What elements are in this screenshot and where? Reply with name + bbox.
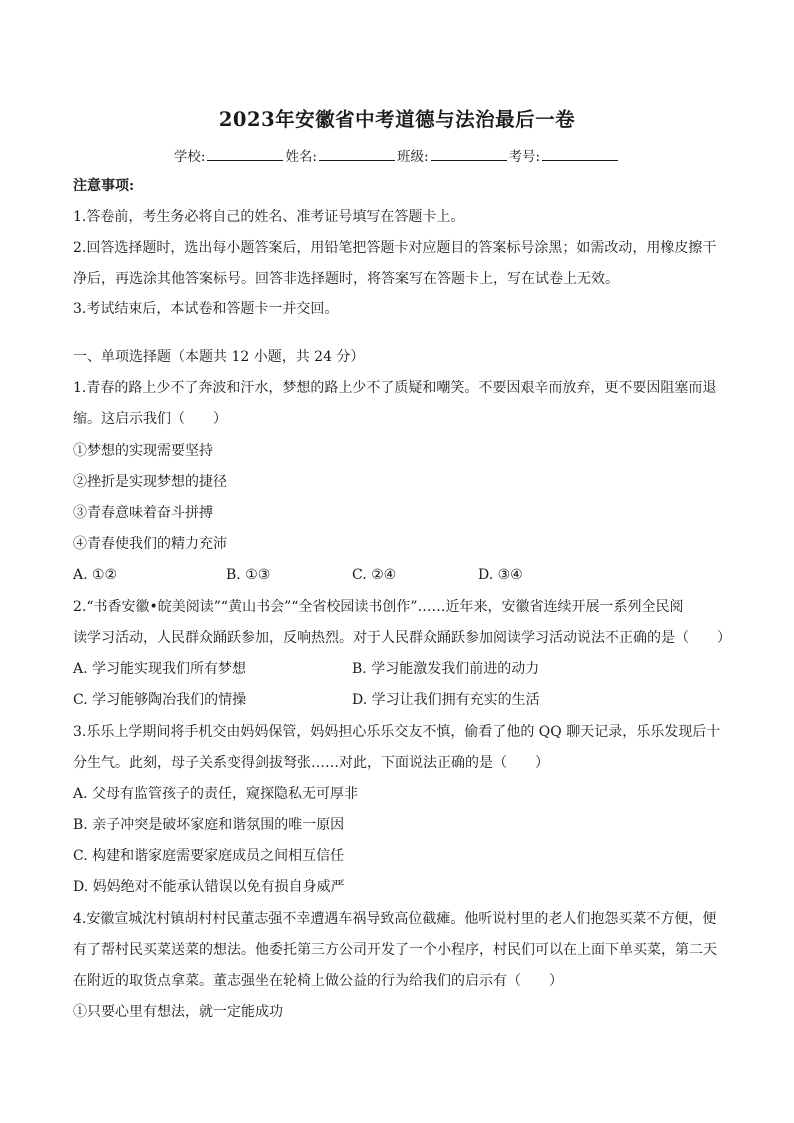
question-stem: 在附近的取货点拿菜。董志强坐在轮椅上做公益的行为给我们的启示有（ ） bbox=[73, 973, 563, 989]
school-label: 学校: bbox=[173, 149, 206, 165]
notice-item: 3.考试结束后，本试卷和答题卡一并交回。 bbox=[73, 301, 339, 317]
notice-item: 1.答卷前，考生务必将自己的姓名、准考证号填写在答题卡上。 bbox=[73, 209, 465, 225]
question-stem: 有了帮村民买菜送菜的想法。他委托第三方公司开发了一个小程序，村民们可以在上面下单买菜，第二天 bbox=[73, 942, 717, 958]
number-blank bbox=[542, 146, 618, 161]
option-b[interactable]: B. 亲子冲突是破坏家庭和谐氛围的唯一原因 bbox=[73, 817, 345, 833]
question-stem: 读学习活动，人民群众踊跃参加，反响热烈。对于人民群众踊跃参加阅读学习活动说法不正确的是（ ） bbox=[73, 630, 731, 646]
question-stem: 分生气。此刻，母子关系变得剑拔弩张……对此，下面说法正确的是（ ） bbox=[73, 755, 549, 771]
class-label: 班级: bbox=[397, 149, 429, 165]
option-c[interactable]: C. ②④ bbox=[352, 567, 397, 583]
statement: ①梦想的实现需要坚持 bbox=[73, 443, 213, 459]
option-b[interactable]: B. 学习能激发我们前进的动力 bbox=[352, 661, 540, 677]
option-d[interactable]: D. ③④ bbox=[478, 567, 523, 583]
question-stem: 3.乐乐上学期间将手机交由妈妈保管，妈妈担心乐乐交友不慎，偷看了他的 QQ 聊天记录，乐乐发现后十 bbox=[73, 724, 721, 740]
statement: ④青春使我们的精力充沛 bbox=[73, 536, 227, 552]
option-a[interactable]: A. 父母有监管孩子的责任，窥探隐私无可厚非 bbox=[73, 786, 359, 802]
class-blank bbox=[431, 146, 507, 161]
notice-heading: 注意事项: bbox=[73, 178, 135, 194]
option-c[interactable]: C. 学习能够陶冶我们的情操 bbox=[73, 692, 247, 708]
option-d[interactable]: D. 妈妈绝对不能承认错误以免有损自身威严 bbox=[73, 879, 345, 895]
option-a[interactable]: A. 学习能实现我们所有梦想 bbox=[73, 661, 247, 677]
statement: ①只要心里有想法，就一定能成功 bbox=[73, 1004, 283, 1020]
question-stem: 4.安徽宣城沈村镇胡村村民董志强不幸遭遇车祸导致高位截瘫。他听说村里的老人们抱怨买菜不方便，便 bbox=[73, 911, 717, 927]
option-b[interactable]: B. ①③ bbox=[226, 567, 271, 583]
option-a[interactable]: A. ①② bbox=[73, 567, 118, 583]
statement: ②挫折是实现梦想的捷径 bbox=[73, 474, 227, 490]
notice-item: 净后，再选涂其他答案标号。回答非选择题时，将答案写在答题卡上，写在试卷上无效。 bbox=[73, 271, 619, 287]
notice-item: 2.回答选择题时，选出每小题答案后，用铅笔把答题卡对应题目的答案标号涂黑；如需改动，用橡皮擦干 bbox=[73, 240, 717, 256]
student-info-row bbox=[0, 145, 794, 165]
option-c[interactable]: C. 构建和谐家庭需要家庭成员之间相互信任 bbox=[73, 848, 345, 864]
name-blank bbox=[319, 146, 395, 161]
exam-title: 2023年安徽省中考道德与法治最后一卷 bbox=[218, 108, 576, 131]
question-stem: 1.青春的路上少不了奔波和汗水，梦想的路上少不了质疑和嘲笑。不要因艰辛而放弃，更不要因阻塞而退 bbox=[73, 380, 717, 396]
school-blank bbox=[207, 146, 283, 161]
question-stem: 2.“书香安徽•皖美阅读”“黄山书会”“全省校园读书创作”……近年来，安徽省连续开展一系列全民阅 bbox=[73, 599, 684, 615]
question-stem: 缩。这启示我们（ ） bbox=[73, 411, 227, 427]
number-label: 考号: bbox=[508, 149, 541, 165]
option-d[interactable]: D. 学习让我们拥有充实的生活 bbox=[352, 692, 540, 708]
name-label: 姓名: bbox=[285, 149, 317, 165]
statement: ③青春意味着奋斗拼搏 bbox=[73, 505, 213, 521]
section-heading: 一、单项选择题（本题共 12 小题，共 24 分） bbox=[73, 349, 365, 365]
